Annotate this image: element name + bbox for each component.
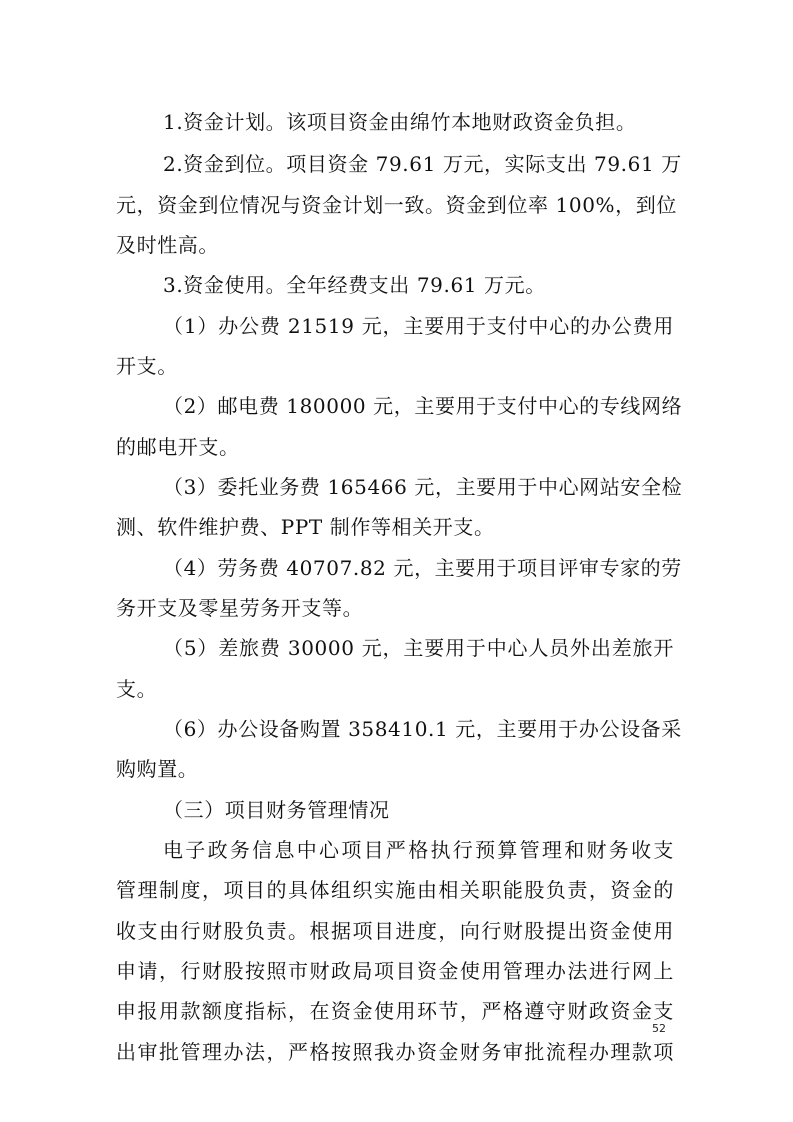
- paragraph-management-line-1: 电子政务信息中心项目严格执行预算管理和财务收支: [163, 838, 674, 862]
- paragraph-management-line-5: 申报用款额度指标，在资金使用环节，严格遵守财政资金支: [116, 999, 674, 1023]
- item-4-labor-expense-line-1: （4）劳务费 40707.82 元，主要用于项目评审专家的劳: [163, 556, 682, 580]
- paragraph-management-line-4: 申请，行财股按照市财政局项目资金使用管理办法进行网上: [116, 959, 674, 983]
- item-2-postal-expense-line-1: （2）邮电费 180000 元，主要用于支付中心的专线网络: [163, 394, 683, 418]
- paragraph-funding-usage: 3.资金使用。全年经费支出 79.61 万元。: [163, 273, 546, 297]
- paragraph-funding-arrival-line-3: 及时性高。: [116, 233, 219, 257]
- item-1-office-expense-line-1: （1）办公费 21519 元，主要用于支付中心的办公费用: [163, 314, 674, 338]
- item-6-equipment-expense-line-1: （6）办公设备购置 358410.1 元，主要用于办公设备采: [163, 717, 682, 741]
- paragraph-funding-arrival-line-2: 元，资金到位情况与资金计划一致。资金到位率 100%，到位: [116, 193, 677, 217]
- item-1-office-expense-line-2: 开支。: [116, 354, 178, 378]
- paragraph-funding-arrival-line-1: 2.资金到位。项目资金 79.61 万元，实际支出 79.61 万: [163, 152, 682, 176]
- item-6-equipment-expense-line-2: 购购置。: [116, 757, 199, 781]
- item-5-travel-expense-line-2: 支。: [116, 677, 158, 701]
- section-heading-financial-management: （三）项目财务管理情况: [163, 798, 390, 822]
- page-number: 52: [652, 1022, 666, 1035]
- item-4-labor-expense-line-2: 务开支及零星劳务开支等。: [116, 596, 364, 620]
- item-3-commission-expense-line-2: 测、软件维护费、PPT 制作等相关开支。: [116, 515, 495, 539]
- item-3-commission-expense-line-1: （3）委托业务费 165466 元，主要用于中心网站安全检: [163, 475, 683, 499]
- paragraph-funding-plan: 1.资金计划。该项目资金由绵竹本地财政资金负担。: [163, 110, 637, 134]
- paragraph-management-line-3: 收支由行财股负责。根据项目进度，向行财股提出资金使用: [116, 919, 674, 943]
- item-2-postal-expense-line-2: 的邮电开支。: [116, 435, 240, 459]
- paragraph-management-line-6: 出审批管理办法，严格按照我办资金财务审批流程办理款项: [116, 1040, 674, 1064]
- paragraph-management-line-2: 管理制度，项目的具体组织实施由相关职能股负责，资金的: [116, 878, 674, 902]
- item-5-travel-expense-line-1: （5）差旅费 30000 元，主要用于中心人员外出差旅开: [163, 636, 674, 660]
